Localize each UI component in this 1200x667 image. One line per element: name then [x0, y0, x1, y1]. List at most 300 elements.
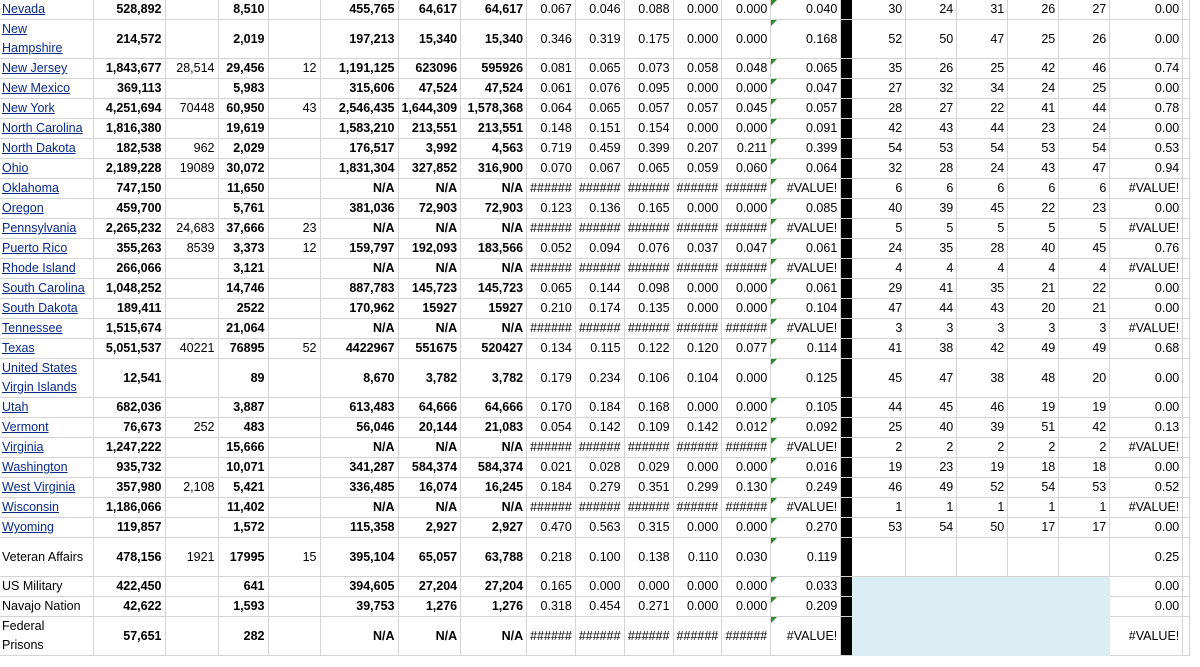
data-cell[interactable]: 0.048	[722, 59, 771, 79]
data-cell[interactable]: N/A	[320, 179, 398, 199]
data-cell[interactable]: 0.00	[1110, 518, 1183, 538]
data-cell[interactable]: 0.563	[575, 518, 624, 538]
data-cell[interactable]	[268, 398, 320, 418]
data-cell[interactable]: 0.68	[1110, 339, 1183, 359]
data-cell[interactable]	[268, 319, 320, 339]
data-cell[interactable]: ######	[673, 219, 722, 239]
data-cell[interactable]: 0.13	[1110, 418, 1183, 438]
data-cell[interactable]	[268, 438, 320, 458]
data-cell[interactable]: ######	[527, 438, 576, 458]
data-cell[interactable]: 0.052	[527, 239, 576, 259]
data-cell[interactable]: 145,723	[398, 279, 461, 299]
data-cell[interactable]: 0.000	[673, 279, 722, 299]
data-cell[interactable]	[165, 577, 218, 597]
data-cell[interactable]: 0.058	[673, 59, 722, 79]
data-cell[interactable]: 455,765	[320, 0, 398, 20]
data-cell[interactable]: 459,700	[93, 199, 165, 219]
data-cell[interactable]: ######	[722, 438, 771, 458]
data-cell[interactable]: 197,213	[320, 20, 398, 59]
data-cell[interactable]: 0.088	[624, 0, 673, 20]
data-cell[interactable]: 0.085	[771, 199, 841, 219]
row-name-link[interactable]	[0, 319, 93, 339]
data-cell[interactable]: 21	[1008, 279, 1059, 299]
data-cell[interactable]: 0.059	[673, 159, 722, 179]
data-cell[interactable]: 5,421	[218, 478, 268, 498]
data-cell[interactable]	[165, 498, 218, 518]
data-cell[interactable]: 19	[1008, 398, 1059, 418]
data-cell[interactable]: 27,204	[461, 577, 527, 597]
data-cell[interactable]: 0.104	[771, 299, 841, 319]
data-cell[interactable]: 0.076	[624, 239, 673, 259]
data-cell[interactable]: 1,572	[218, 518, 268, 538]
data-cell[interactable]: ######	[624, 498, 673, 518]
data-cell[interactable]: 5	[1059, 219, 1110, 239]
data-cell[interactable]: 28	[957, 239, 1008, 259]
data-cell[interactable]: 0.210	[527, 299, 576, 319]
data-cell[interactable]: 0.52	[1110, 478, 1183, 498]
data-cell[interactable]: 483	[218, 418, 268, 438]
data-cell[interactable]: 0.319	[575, 20, 624, 59]
data-cell[interactable]: 0.000	[722, 597, 771, 617]
data-cell[interactable]: 1,515,674	[93, 319, 165, 339]
data-cell[interactable]: 2	[957, 438, 1008, 458]
data-cell[interactable]: ######	[527, 319, 576, 339]
data-cell[interactable]: 5,983	[218, 79, 268, 99]
data-cell[interactable]	[852, 597, 906, 617]
data-cell[interactable]: 60,950	[218, 99, 268, 119]
data-cell[interactable]: 0.098	[624, 279, 673, 299]
data-cell[interactable]: 50	[906, 20, 957, 59]
data-cell[interactable]: 6	[906, 179, 957, 199]
data-cell[interactable]	[906, 538, 957, 577]
data-cell[interactable]: 47,524	[461, 79, 527, 99]
data-cell[interactable]: 0.209	[771, 597, 841, 617]
data-cell[interactable]: 54	[906, 518, 957, 538]
data-cell[interactable]: N/A	[320, 617, 398, 656]
data-cell[interactable]	[906, 617, 957, 656]
data-cell[interactable]: ######	[673, 259, 722, 279]
data-cell[interactable]	[268, 299, 320, 319]
data-cell[interactable]: 0.065	[575, 59, 624, 79]
data-cell[interactable]: #VALUE!	[771, 498, 841, 518]
data-cell[interactable]: 4,251,694	[93, 99, 165, 119]
data-cell[interactable]	[165, 458, 218, 478]
data-cell[interactable]: 0.399	[771, 139, 841, 159]
data-cell[interactable]: 0.115	[575, 339, 624, 359]
data-cell[interactable]: 46	[1059, 59, 1110, 79]
data-cell[interactable]: 25	[1008, 20, 1059, 59]
data-cell[interactable]: 5	[957, 219, 1008, 239]
row-name-link[interactable]	[0, 99, 93, 119]
data-cell[interactable]: 0.012	[722, 418, 771, 438]
data-cell[interactable]: N/A	[320, 259, 398, 279]
data-cell[interactable]: 24	[1059, 119, 1110, 139]
data-cell[interactable]: 0.315	[624, 518, 673, 538]
data-cell[interactable]: 39,753	[320, 597, 398, 617]
data-cell[interactable]: 0.218	[527, 538, 576, 577]
row-name-link[interactable]	[0, 458, 93, 478]
data-cell[interactable]: 0.070	[527, 159, 576, 179]
data-cell[interactable]: ######	[722, 498, 771, 518]
data-cell[interactable]: N/A	[320, 498, 398, 518]
data-cell[interactable]	[1059, 617, 1110, 656]
data-cell[interactable]: N/A	[461, 498, 527, 518]
empty-cell[interactable]	[1183, 398, 1190, 418]
data-cell[interactable]: 35	[852, 59, 906, 79]
row-name-link[interactable]	[0, 179, 93, 199]
data-cell[interactable]: 0.351	[624, 478, 673, 498]
data-cell[interactable]: 40	[906, 418, 957, 438]
data-cell[interactable]: 22	[957, 99, 1008, 119]
data-cell[interactable]: 0.100	[575, 538, 624, 577]
data-cell[interactable]: 252	[165, 418, 218, 438]
data-cell[interactable]: 266,066	[93, 259, 165, 279]
data-cell[interactable]: 53	[1008, 139, 1059, 159]
data-cell[interactable]: #VALUE!	[771, 617, 841, 656]
data-cell[interactable]: 0.130	[722, 478, 771, 498]
data-cell[interactable]: 41	[1008, 99, 1059, 119]
data-cell[interactable]: 0.095	[624, 79, 673, 99]
data-cell[interactable]: 0.000	[722, 0, 771, 20]
data-cell[interactable]	[165, 398, 218, 418]
data-cell[interactable]: 16,074	[398, 478, 461, 498]
data-cell[interactable]: ######	[527, 617, 576, 656]
empty-cell[interactable]	[1183, 319, 1190, 339]
data-cell[interactable]: 935,732	[93, 458, 165, 478]
data-cell[interactable]: 20	[1059, 359, 1110, 398]
data-cell[interactable]: 119,857	[93, 518, 165, 538]
data-cell[interactable]: 52	[852, 20, 906, 59]
data-cell[interactable]: 2,029	[218, 139, 268, 159]
data-cell[interactable]: 520427	[461, 339, 527, 359]
empty-cell[interactable]	[1183, 538, 1190, 577]
data-cell[interactable]: 2,927	[398, 518, 461, 538]
data-cell[interactable]: N/A	[461, 219, 527, 239]
data-cell[interactable]: 6	[852, 179, 906, 199]
data-cell[interactable]: 1	[852, 498, 906, 518]
data-cell[interactable]	[165, 259, 218, 279]
data-cell[interactable]	[852, 577, 906, 597]
data-cell[interactable]: 0.78	[1110, 99, 1183, 119]
data-cell[interactable]: 1	[957, 498, 1008, 518]
data-cell[interactable]: 584,374	[398, 458, 461, 478]
data-cell[interactable]: 2	[906, 438, 957, 458]
data-cell[interactable]: 1,186,066	[93, 498, 165, 518]
data-cell[interactable]	[268, 79, 320, 99]
data-cell[interactable]: 11,650	[218, 179, 268, 199]
data-cell[interactable]	[1008, 617, 1059, 656]
data-cell[interactable]: 0.109	[624, 418, 673, 438]
data-cell[interactable]: #VALUE!	[1110, 438, 1183, 458]
data-cell[interactable]: #VALUE!	[771, 259, 841, 279]
data-cell[interactable]: 10,071	[218, 458, 268, 478]
data-cell[interactable]: 422,450	[93, 577, 165, 597]
data-cell[interactable]: 47,524	[398, 79, 461, 99]
data-cell[interactable]: 52	[268, 339, 320, 359]
data-cell[interactable]	[165, 199, 218, 219]
data-cell[interactable]	[1008, 597, 1059, 617]
data-cell[interactable]: 0.064	[771, 159, 841, 179]
data-cell[interactable]: 22	[1008, 199, 1059, 219]
data-cell[interactable]: 5	[906, 219, 957, 239]
data-cell[interactable]: ######	[624, 179, 673, 199]
row-name-cell[interactable]	[0, 577, 93, 597]
data-cell[interactable]: ######	[722, 219, 771, 239]
data-cell[interactable]	[268, 0, 320, 20]
row-name-link[interactable]	[0, 279, 93, 299]
data-cell[interactable]: 0.000	[722, 79, 771, 99]
empty-cell[interactable]	[1183, 179, 1190, 199]
data-cell[interactable]	[165, 617, 218, 656]
data-cell[interactable]: 23	[1008, 119, 1059, 139]
data-cell[interactable]: 89	[218, 359, 268, 398]
data-cell[interactable]: 0.151	[575, 119, 624, 139]
row-name-link[interactable]	[0, 159, 93, 179]
data-cell[interactable]: 47	[957, 20, 1008, 59]
data-cell[interactable]: 0.000	[673, 518, 722, 538]
row-name-link[interactable]	[0, 339, 93, 359]
row-name-link[interactable]	[0, 418, 93, 438]
data-cell[interactable]: 0.299	[673, 478, 722, 498]
data-cell[interactable]: 53	[906, 139, 957, 159]
data-cell[interactable]	[165, 359, 218, 398]
data-cell[interactable]: 45	[906, 398, 957, 418]
data-cell[interactable]: 0.061	[771, 279, 841, 299]
data-cell[interactable]	[1059, 597, 1110, 617]
data-cell[interactable]: 0.065	[527, 279, 576, 299]
data-cell[interactable]: 0.00	[1110, 597, 1183, 617]
data-cell[interactable]: N/A	[320, 319, 398, 339]
data-cell[interactable]: 0.057	[771, 99, 841, 119]
data-cell[interactable]: 2	[1059, 438, 1110, 458]
data-cell[interactable]: 54	[1008, 478, 1059, 498]
data-cell[interactable]: 641	[218, 577, 268, 597]
data-cell[interactable]: 2522	[218, 299, 268, 319]
data-cell[interactable]: ######	[722, 319, 771, 339]
data-cell[interactable]: 0.000	[673, 299, 722, 319]
data-cell[interactable]: 0.106	[624, 359, 673, 398]
data-cell[interactable]: 0.000	[722, 577, 771, 597]
data-cell[interactable]: 4	[1008, 259, 1059, 279]
data-cell[interactable]: N/A	[320, 219, 398, 239]
data-cell[interactable]: ######	[673, 617, 722, 656]
data-cell[interactable]: 159,797	[320, 239, 398, 259]
data-cell[interactable]: 0.175	[624, 20, 673, 59]
data-cell[interactable]: 613,483	[320, 398, 398, 418]
data-cell[interactable]: 381,036	[320, 199, 398, 219]
data-cell[interactable]: 0.092	[771, 418, 841, 438]
data-cell[interactable]: 15927	[461, 299, 527, 319]
empty-cell[interactable]	[1183, 199, 1190, 219]
data-cell[interactable]: 24	[1008, 79, 1059, 99]
data-cell[interactable]: 0.168	[771, 20, 841, 59]
data-cell[interactable]: 27,204	[398, 577, 461, 597]
data-cell[interactable]: 3,782	[461, 359, 527, 398]
data-cell[interactable]: N/A	[461, 319, 527, 339]
data-cell[interactable]: 0.021	[527, 458, 576, 478]
empty-cell[interactable]	[1183, 20, 1190, 59]
data-cell[interactable]: 0.234	[575, 359, 624, 398]
data-cell[interactable]: 1,816,380	[93, 119, 165, 139]
data-cell[interactable]: #VALUE!	[1110, 219, 1183, 239]
data-cell[interactable]: 0.000	[673, 577, 722, 597]
data-cell[interactable]: 0.000	[673, 79, 722, 99]
data-cell[interactable]: 0.00	[1110, 398, 1183, 418]
row-name-link[interactable]	[0, 518, 93, 538]
data-cell[interactable]: ######	[722, 259, 771, 279]
data-cell[interactable]: 0.142	[673, 418, 722, 438]
data-cell[interactable]: 12	[268, 59, 320, 79]
data-cell[interactable]: 0.064	[527, 99, 576, 119]
data-cell[interactable]: 0.030	[722, 538, 771, 577]
data-cell[interactable]: 0.207	[673, 139, 722, 159]
data-cell[interactable]: 2,108	[165, 478, 218, 498]
data-cell[interactable]: 21,083	[461, 418, 527, 438]
row-name-link[interactable]	[0, 79, 93, 99]
data-cell[interactable]: 15	[268, 538, 320, 577]
data-cell[interactable]: 38	[957, 359, 1008, 398]
row-name-link[interactable]	[0, 478, 93, 498]
data-cell[interactable]: 183,566	[461, 239, 527, 259]
data-cell[interactable]: 53	[852, 518, 906, 538]
data-cell[interactable]	[165, 119, 218, 139]
data-cell[interactable]: 0.76	[1110, 239, 1183, 259]
data-cell[interactable]: N/A	[398, 259, 461, 279]
data-cell[interactable]: 24,683	[165, 219, 218, 239]
data-cell[interactable]: 551675	[398, 339, 461, 359]
data-cell[interactable]: ######	[527, 219, 576, 239]
data-cell[interactable]	[957, 617, 1008, 656]
data-cell[interactable]: 0.065	[575, 99, 624, 119]
data-cell[interactable]: 28	[852, 99, 906, 119]
data-cell[interactable]: 0.123	[527, 199, 576, 219]
data-cell[interactable]: 41	[906, 279, 957, 299]
data-cell[interactable]: 0.00	[1110, 119, 1183, 139]
data-cell[interactable]: 747,150	[93, 179, 165, 199]
data-cell[interactable]: 0.00	[1110, 79, 1183, 99]
data-cell[interactable]: 0.154	[624, 119, 673, 139]
data-cell[interactable]: 47	[852, 299, 906, 319]
data-cell[interactable]: 28	[906, 159, 957, 179]
data-cell[interactable]: 40	[1008, 239, 1059, 259]
data-cell[interactable]	[268, 259, 320, 279]
data-cell[interactable]: 0.000	[624, 577, 673, 597]
data-cell[interactable]: 0.211	[722, 139, 771, 159]
data-cell[interactable]: 64,617	[398, 0, 461, 20]
data-cell[interactable]: 35	[906, 239, 957, 259]
data-cell[interactable]: 43	[906, 119, 957, 139]
data-cell[interactable]: 15927	[398, 299, 461, 319]
data-cell[interactable]: 0.174	[575, 299, 624, 319]
data-cell[interactable]: 27	[1059, 0, 1110, 20]
data-cell[interactable]: 115,358	[320, 518, 398, 538]
data-cell[interactable]: 42	[1008, 59, 1059, 79]
data-cell[interactable]: 0.061	[527, 79, 576, 99]
data-cell[interactable]: 56,046	[320, 418, 398, 438]
data-cell[interactable]: 0.047	[722, 239, 771, 259]
data-cell[interactable]: 0.346	[527, 20, 576, 59]
data-cell[interactable]: 3,992	[398, 139, 461, 159]
data-cell[interactable]	[852, 538, 906, 577]
data-cell[interactable]: 43	[957, 299, 1008, 319]
data-cell[interactable]: 32	[906, 79, 957, 99]
data-cell[interactable]: 76895	[218, 339, 268, 359]
row-name-cell[interactable]	[0, 538, 93, 577]
data-cell[interactable]: 357,980	[93, 478, 165, 498]
data-cell[interactable]: 45	[852, 359, 906, 398]
empty-cell[interactable]	[1183, 99, 1190, 119]
data-cell[interactable]: 315,606	[320, 79, 398, 99]
data-cell[interactable]: 30,072	[218, 159, 268, 179]
empty-cell[interactable]	[1183, 498, 1190, 518]
data-cell[interactable]: 32	[852, 159, 906, 179]
data-cell[interactable]	[165, 438, 218, 458]
data-cell[interactable]: 0.033	[771, 577, 841, 597]
data-cell[interactable]: 0.000	[722, 20, 771, 59]
data-cell[interactable]: 21,064	[218, 319, 268, 339]
data-cell[interactable]: 0.00	[1110, 199, 1183, 219]
data-cell[interactable]	[268, 20, 320, 59]
data-cell[interactable]: 17995	[218, 538, 268, 577]
data-cell[interactable]: ######	[722, 617, 771, 656]
data-cell[interactable]: 0.120	[673, 339, 722, 359]
data-cell[interactable]: 0.53	[1110, 139, 1183, 159]
data-cell[interactable]: 46	[852, 478, 906, 498]
data-cell[interactable]: 0.000	[722, 299, 771, 319]
data-cell[interactable]: 4	[1059, 259, 1110, 279]
data-cell[interactable]: 0.00	[1110, 577, 1183, 597]
data-cell[interactable]: 0.148	[527, 119, 576, 139]
data-cell[interactable]: 0.073	[624, 59, 673, 79]
empty-cell[interactable]	[1183, 259, 1190, 279]
data-cell[interactable]: 6	[957, 179, 1008, 199]
data-cell[interactable]: 1,843,677	[93, 59, 165, 79]
data-cell[interactable]: 41	[852, 339, 906, 359]
data-cell[interactable]	[268, 498, 320, 518]
data-cell[interactable]	[165, 20, 218, 59]
data-cell[interactable]: 6	[1008, 179, 1059, 199]
data-cell[interactable]: 0.091	[771, 119, 841, 139]
data-cell[interactable]: 42	[957, 339, 1008, 359]
data-cell[interactable]: 394,605	[320, 577, 398, 597]
data-cell[interactable]: 528,892	[93, 0, 165, 20]
data-cell[interactable]: 0.000	[673, 20, 722, 59]
data-cell[interactable]: 3,121	[218, 259, 268, 279]
data-cell[interactable]: 50	[957, 518, 1008, 538]
data-cell[interactable]: 45	[957, 199, 1008, 219]
data-cell[interactable]: 22	[1059, 279, 1110, 299]
data-cell[interactable]: 21	[1059, 299, 1110, 319]
data-cell[interactable]: 8,670	[320, 359, 398, 398]
empty-cell[interactable]	[1183, 139, 1190, 159]
row-name-link[interactable]	[0, 199, 93, 219]
data-cell[interactable]: 0.094	[575, 239, 624, 259]
data-cell[interactable]	[957, 577, 1008, 597]
data-cell[interactable]: 2	[1008, 438, 1059, 458]
data-cell[interactable]: 40	[852, 199, 906, 219]
empty-cell[interactable]	[1183, 478, 1190, 498]
data-cell[interactable]: 0.119	[771, 538, 841, 577]
data-cell[interactable]: #VALUE!	[1110, 319, 1183, 339]
data-cell[interactable]: 54	[957, 139, 1008, 159]
data-cell[interactable]: 145,723	[461, 279, 527, 299]
data-cell[interactable]: 1	[1059, 498, 1110, 518]
data-cell[interactable]: 1,583,210	[320, 119, 398, 139]
data-cell[interactable]: #VALUE!	[1110, 179, 1183, 199]
data-cell[interactable]: 355,263	[93, 239, 165, 259]
data-cell[interactable]: 0.399	[624, 139, 673, 159]
data-cell[interactable]: 29,456	[218, 59, 268, 79]
